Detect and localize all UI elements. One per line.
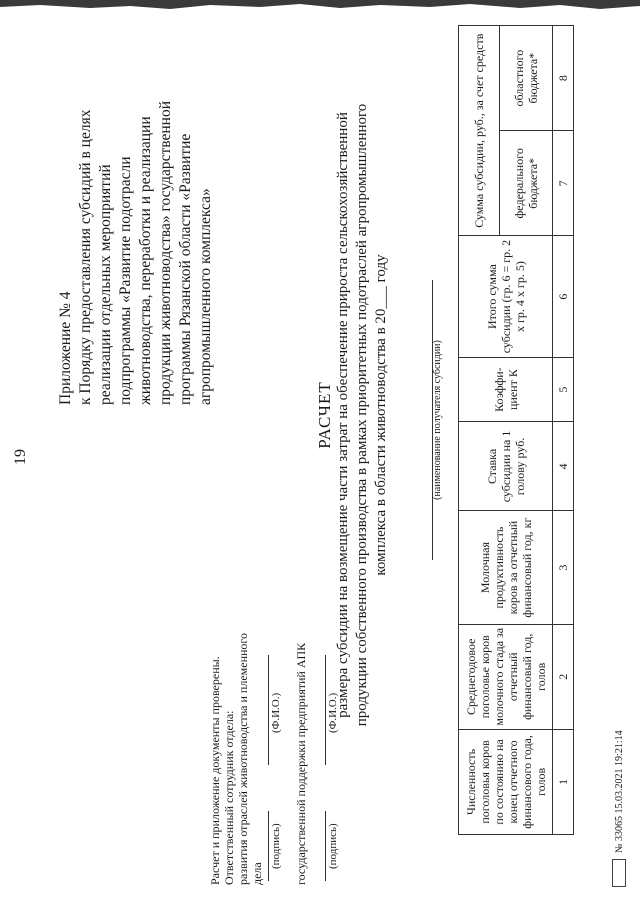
header-cell: федерального бюджета*	[500, 131, 553, 236]
verification-block	[208, 625, 264, 885]
column-number: 2	[553, 624, 574, 729]
signature-caption: (подпись)	[327, 823, 339, 869]
appendix-line: к Порядку предоставления субсидий в целях	[77, 109, 94, 405]
verification-line: Ответственный сотрудник отдела:	[222, 710, 236, 885]
column-number: 4	[553, 422, 574, 511]
verification-line: Расчет и приложение документы проверены.	[208, 656, 222, 885]
signature-line	[268, 811, 269, 881]
calculation-table	[458, 25, 574, 835]
column-number: 7	[553, 131, 574, 236]
appendix-line: агропромышленного комплекса»	[197, 188, 214, 405]
name-line	[268, 655, 269, 765]
signature-line	[325, 811, 326, 881]
stamp-logo	[612, 859, 626, 887]
document-stamp	[612, 730, 626, 887]
appendix-line: реализации отдельных мероприятий	[97, 164, 114, 405]
column-number: 8	[553, 26, 574, 131]
title-line: комплекса в области животноводства в 20___ году	[373, 254, 389, 576]
appendix-header	[56, 25, 216, 405]
appendix-line: подпрограммы «Развитие подотрасли	[117, 156, 134, 405]
stamp-text: № 33065 15.03.2021 19:21:14	[613, 730, 625, 853]
title-line: продукции собственного производства в рамках приоритетных подотраслей агропромышленного	[354, 103, 370, 727]
verification-line: государственной поддержки предприятий АПК	[294, 642, 308, 885]
header-cell: Итого сумма субсидии (гр. 6 = гр. 2 х гр. 4 х гр. 5)	[459, 236, 553, 357]
header-cell: Сумма субсидии, руб., за счет средств	[459, 26, 500, 236]
name-caption: (Ф.И.О.)	[327, 692, 339, 733]
column-number: 6	[553, 236, 574, 357]
appendix-line: продукции животноводства» государственной	[157, 101, 174, 405]
appendix-line: программы Рязанской области «Развитие	[177, 133, 194, 405]
header-cell: Молочная продуктивность коров за отчетный финансовый год, кг	[459, 511, 553, 624]
signature-caption: (подпись)	[270, 823, 282, 869]
name-caption: (Ф.И.О.)	[270, 692, 282, 733]
appendix-line: животноводства, переработки и реализации	[137, 116, 154, 405]
column-number: 1	[553, 729, 574, 834]
header-cell: Численность поголовья коров по состоянию на конец отчетного финансового года, голов	[459, 729, 553, 834]
column-number: 3	[553, 511, 574, 624]
column-number: 5	[553, 357, 574, 422]
recipient-caption: (наименование получателя субсидии)	[432, 340, 443, 500]
appendix-line: Приложение № 4	[57, 291, 74, 405]
header-cell: Ставка субсидии на 1 голову руб.	[459, 422, 553, 511]
header-cell: областного бюджета*	[500, 26, 553, 131]
header-cell: Среднегодовое поголовье коров молочного стада за отчетный финансовый год, голов	[459, 624, 553, 729]
header-cell: Коэффи-циент К	[459, 357, 553, 422]
title-line: размера субсидии на возмещение части затрат на обеспечение прироста сельскохозяйственной	[335, 112, 351, 718]
verification-line: развития отраслей животноводства и племенного дела	[236, 632, 264, 885]
page-number: 19	[12, 449, 29, 465]
document-title	[315, 85, 391, 745]
title-heading: РАСЧЕТ	[315, 381, 334, 449]
